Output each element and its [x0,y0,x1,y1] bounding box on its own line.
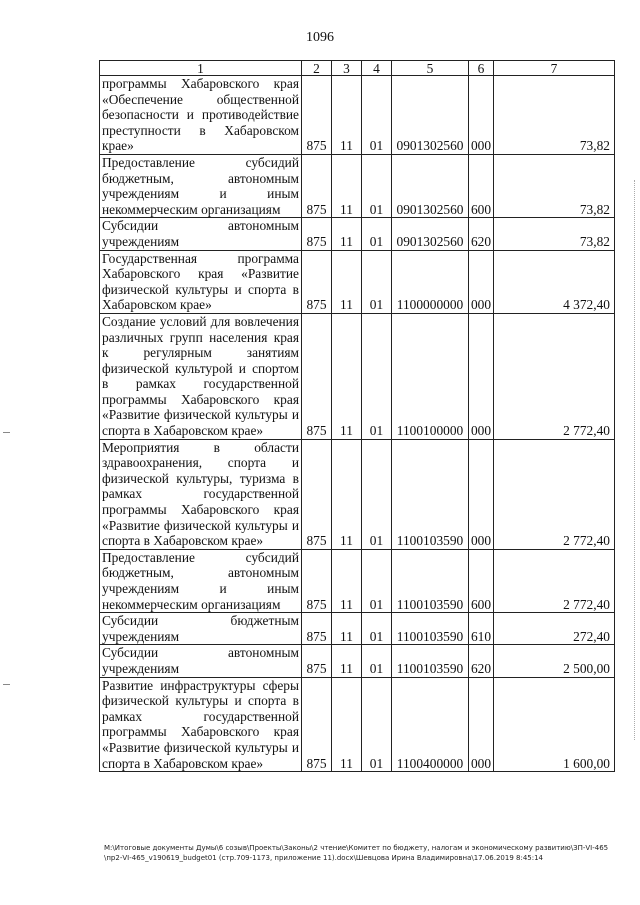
expense-type: 000 [469,313,494,439]
section-code: 11 [332,645,362,677]
amount: 272,40 [494,613,615,645]
page-number: 1096 [306,30,334,45]
column-header: 2 [302,61,332,76]
admin-code: 875 [302,613,332,645]
amount: 73,82 [494,154,615,217]
amount: 4 372,40 [494,250,615,313]
row-name: Государственная программа Хабаровского края «Развитие физической культуры и спорта в Хабаровском крае» [100,250,302,313]
expense-type: 000 [469,439,494,549]
expense-type: 600 [469,154,494,217]
row-name: Предоставление субсидий бюджетным, автономным учреждениям и иным некоммерческим организациям [100,549,302,612]
target-article: 0901302560 [392,76,469,155]
table-row [100,439,615,549]
target-article: 0901302560 [392,154,469,217]
target-article: 1100000000 [392,250,469,313]
target-article: 1100100000 [392,313,469,439]
expense-type: 620 [469,645,494,677]
column-header: 7 [494,61,615,76]
expense-type: 620 [469,218,494,250]
table-row [100,313,615,439]
target-article: 1100103590 [392,645,469,677]
row-name: Субсидии автономным учреждениям [100,218,302,250]
table-row [100,218,615,250]
table-row [100,154,615,217]
column-header: 6 [469,61,494,76]
subsection-code: 01 [362,76,392,155]
row-name: Мероприятия в области здравоохранения, спорта и физической культуры, туризма в рамках государственной программы Хабаровского края «Развитие физической культуры и спорта в Хабаровском крае» [100,439,302,549]
admin-code: 875 [302,218,332,250]
amount: 1 600,00 [494,677,615,772]
subsection-code: 01 [362,549,392,612]
amount: 73,82 [494,218,615,250]
admin-code: 875 [302,439,332,549]
admin-code: 875 [302,76,332,155]
row-name: Развитие инфраструктуры сферы физической культуры и спорта в рамках государственной программы Хабаровского края «Развитие физической культуры и спорта в Хабаровском крае» [100,677,302,772]
subsection-code: 01 [362,154,392,217]
target-article: 1100103590 [392,549,469,612]
subsection-code: 01 [362,313,392,439]
target-article: 1100400000 [392,677,469,772]
column-header: 5 [392,61,469,76]
scan-edge-line [634,180,635,740]
admin-code: 875 [302,154,332,217]
section-code: 11 [332,76,362,155]
section-code: 11 [332,613,362,645]
section-code: 11 [332,439,362,549]
table-row [100,677,615,772]
table-row [100,613,615,645]
column-header: 1 [100,61,302,76]
admin-code: 875 [302,677,332,772]
admin-code: 875 [302,645,332,677]
amount: 2 772,40 [494,549,615,612]
section-code: 11 [332,313,362,439]
budget-table [99,60,615,772]
margin-mark [3,684,10,685]
subsection-code: 01 [362,250,392,313]
amount: 2 772,40 [494,439,615,549]
amount: 2 500,00 [494,645,615,677]
expense-type: 000 [469,677,494,772]
target-article: 1100103590 [392,439,469,549]
subsection-code: 01 [362,218,392,250]
section-code: 11 [332,154,362,217]
file-path-footer: М:\Итоговые документы Думы\6 созыв\Проекты\Законы\2 чтение\Комитет по бюджету, налогам и экономическому развитию\ЗП-VI-465\пр2-VI-465_v190619_budget01 (стр.709-1173, приложение 11).docx\Шевцова Ирина Владимировна\17.06.2019 8:45:14 [104,844,609,862]
row-name: программы Хабаровского края «Обеспечение общественной безопасности и противодействие преступности в Хабаровском крае» [100,76,302,155]
table-row [100,549,615,612]
target-article: 0901302560 [392,218,469,250]
row-name: Предоставление субсидий бюджетным, автономным учреждениям и иным некоммерческим организациям [100,154,302,217]
section-code: 11 [332,677,362,772]
expense-type: 000 [469,76,494,155]
expense-type: 600 [469,549,494,612]
amount: 2 772,40 [494,313,615,439]
admin-code: 875 [302,313,332,439]
table-row [100,76,615,155]
table-row [100,250,615,313]
table-header-row [100,61,615,76]
row-name: Создание условий для вовлечения различных групп населения края к регулярным занятиям физической культурой и спортом в рамках государственной программы Хабаровского края «Развитие физической культуры и спорта в Хабаровском крае» [100,313,302,439]
row-name: Субсидии бюджетным учреждениям [100,613,302,645]
section-code: 11 [332,250,362,313]
margin-mark [3,432,10,433]
section-code: 11 [332,218,362,250]
section-code: 11 [332,549,362,612]
column-header: 3 [332,61,362,76]
admin-code: 875 [302,250,332,313]
target-article: 1100103590 [392,613,469,645]
amount: 73,82 [494,76,615,155]
table-row [100,645,615,677]
expense-type: 610 [469,613,494,645]
subsection-code: 01 [362,613,392,645]
admin-code: 875 [302,549,332,612]
subsection-code: 01 [362,439,392,549]
column-header: 4 [362,61,392,76]
expense-type: 000 [469,250,494,313]
row-name: Субсидии автономным учреждениям [100,645,302,677]
subsection-code: 01 [362,645,392,677]
subsection-code: 01 [362,677,392,772]
